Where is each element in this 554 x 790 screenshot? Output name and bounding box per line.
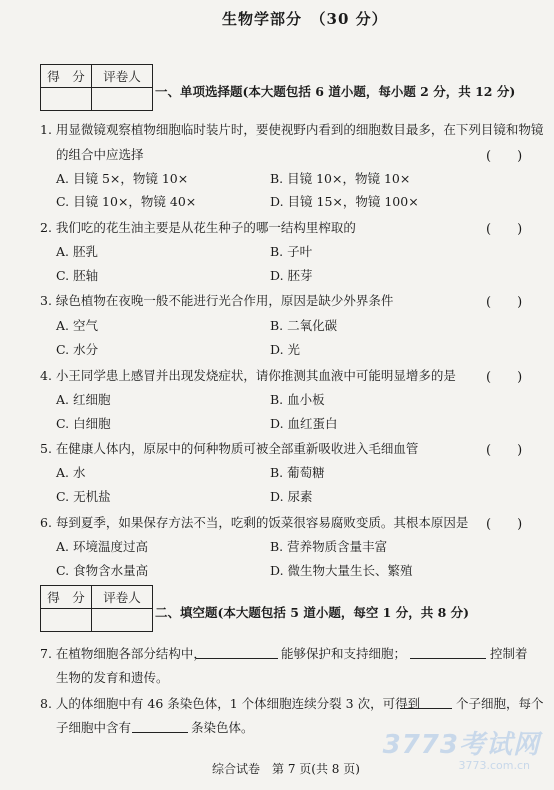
q3-option-c[interactable]: C. 水分: [56, 342, 99, 357]
section1-heading: 一、单项选择题(本大题包括 6 道小题，每小题 2 分，共 12 分): [155, 84, 516, 99]
q2-option-b[interactable]: B. 子叶: [270, 244, 313, 259]
q8-blank-2[interactable]: [132, 732, 188, 733]
q2-option-d[interactable]: D. 胚芽: [270, 268, 313, 283]
q5-option-d[interactable]: D. 尿素: [270, 489, 313, 504]
page-footer: 综合试卷 第 7 页(共 8 页): [212, 762, 360, 776]
q6-answer-paren[interactable]: ( ): [486, 517, 523, 532]
q7-blank-2[interactable]: [410, 658, 486, 659]
q2-answer-paren[interactable]: ( ): [486, 222, 523, 237]
q3-option-a[interactable]: A. 空气: [56, 318, 98, 333]
q8-blank-1[interactable]: [400, 708, 452, 709]
q5-option-c[interactable]: C. 无机盐: [56, 489, 111, 504]
grader-label: 评卷人: [92, 586, 153, 609]
q1-option-b[interactable]: B. 目镜 10×，物镜 10×: [270, 171, 411, 186]
section2-heading: 二、填空题(本大题包括 5 道小题，每空 1 分，共 8 分): [155, 605, 470, 620]
q2-option-a[interactable]: A. 胚乳: [56, 244, 98, 259]
q5-stem: 5. 在健康人体内，原尿中的何种物质可被全部重新吸收进入毛细血管: [40, 441, 419, 456]
watermark-text: 3773考试网: [382, 730, 540, 760]
score-label: 得 分: [41, 586, 92, 609]
q6-option-a[interactable]: A. 环境温度过高: [56, 539, 148, 554]
q7-text-1: 7. 在植物细胞各部分结构中，: [40, 646, 206, 661]
q3-stem: 3. 绿色植物在夜晚一般不能进行光合作用，原因是缺少外界条件: [40, 293, 394, 308]
score-label: 得 分: [41, 65, 92, 88]
q5-option-b[interactable]: B. 葡萄糖: [270, 465, 325, 480]
q6-option-c[interactable]: C. 食物含水量高: [56, 563, 149, 578]
q3-option-b[interactable]: B. 二氧化碳: [270, 318, 338, 333]
q8-text-4: 条染色体。: [191, 720, 254, 735]
q7-text-2: 能够保护和支持细胞；: [281, 646, 407, 661]
q4-answer-paren[interactable]: ( ): [486, 370, 523, 385]
q1-answer-paren[interactable]: ( ): [486, 149, 523, 164]
q5-answer-paren[interactable]: ( ): [486, 443, 523, 458]
q1-option-c[interactable]: C. 目镜 10×，物镜 40×: [56, 194, 197, 209]
q2-stem: 2. 我们吃的花生油主要是从花生种子的哪一结构里榨取的: [40, 220, 356, 235]
q6-option-b[interactable]: B. 营养物质含量丰富: [270, 539, 388, 554]
grader-label: 评卷人: [92, 65, 153, 88]
q2-option-c[interactable]: C. 胚轴: [56, 268, 99, 283]
q1-option-a[interactable]: A. 目镜 5×，物镜 10×: [56, 171, 189, 186]
q4-option-b[interactable]: B. 血小板: [270, 392, 325, 407]
q1-stem: 1. 用显微镜观察植物细胞临时装片时，要使视野内看到的细胞数目最多，在下列目镜和物镜: [40, 122, 544, 137]
q1-option-d[interactable]: D. 目镜 15×，物镜 100×: [270, 194, 419, 209]
grader-cell[interactable]: [92, 88, 153, 111]
q5-option-a[interactable]: A. 水: [56, 465, 86, 480]
watermark-logo: [383, 724, 540, 772]
q4-option-a[interactable]: A. 红细胞: [56, 392, 111, 407]
q4-option-c[interactable]: C. 白细胞: [56, 416, 111, 431]
q6-option-d[interactable]: D. 微生物大量生长、繁殖: [270, 563, 413, 578]
q7-text-3: 控制着: [490, 646, 528, 661]
q7-text-4: 生物的发育和遗传。: [56, 670, 169, 685]
score-box-2: [40, 585, 153, 632]
q4-stem: 4. 小王同学患上感冒并出现发烧症状，请你推测其血液中可能明显增多的是: [40, 368, 456, 383]
q7-blank-1[interactable]: [196, 658, 278, 659]
watermark-url: 3773.com.cn: [458, 759, 530, 772]
page-title: 生物学部分 （30 分）: [222, 10, 388, 28]
grader-cell[interactable]: [92, 609, 153, 632]
q3-answer-paren[interactable]: ( ): [486, 295, 523, 310]
q8-text-1: 8. 人的体细胞中有 46 条染色体，1 个体细胞连续分裂 3 次，可得到: [40, 696, 421, 711]
q3-option-d[interactable]: D. 光: [270, 342, 301, 357]
score-cell[interactable]: [41, 609, 92, 632]
q6-stem: 6. 每到夏季，如果保存方法不当，吃剩的饭菜很容易腐败变质。其根本原因是: [40, 515, 469, 530]
q4-option-d[interactable]: D. 血红蛋白: [270, 416, 338, 431]
q1-stem-cont: 的组合中应选择: [56, 147, 144, 162]
q8-text-3: 子细胞中含有: [56, 720, 132, 735]
q8-text-2: 个子细胞，每个: [456, 696, 544, 711]
score-cell[interactable]: [41, 88, 92, 111]
score-box-1: [40, 64, 153, 111]
